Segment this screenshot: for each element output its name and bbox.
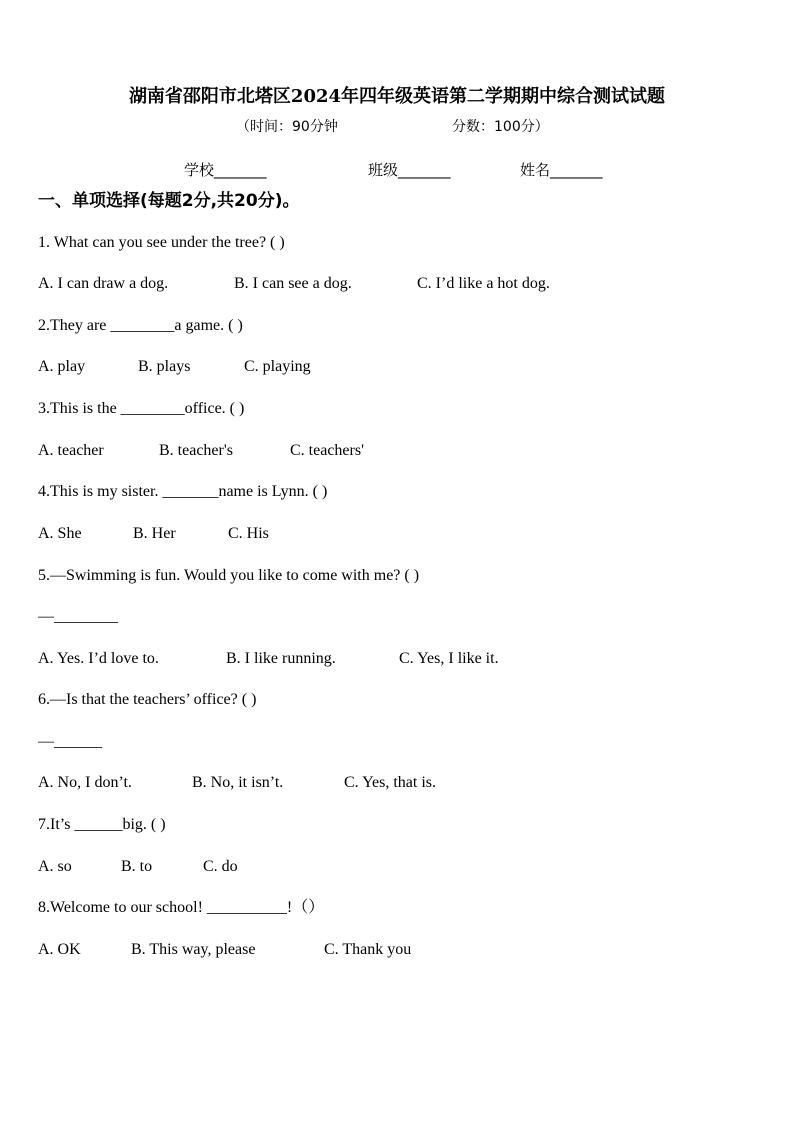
exam-score: 分数：100分） (452, 119, 549, 135)
option-b: B. plays (138, 358, 191, 375)
option-c: C. playing (244, 358, 311, 375)
option-c: C. Thank you (324, 941, 412, 958)
option-c: C. Yes, I like it. (399, 650, 499, 667)
option-c: C. Yes, that is. (344, 774, 437, 791)
option-c: C. do (203, 858, 238, 875)
option-a: A. so (38, 858, 72, 875)
question-6-stem: 6.—Is that the teachers’ office? ( ) (38, 691, 257, 708)
option-c: C. I’d like a hot dog. (417, 275, 550, 292)
question-5-answer-line: —________ (38, 608, 118, 625)
option-b: B. to (121, 858, 153, 875)
question-6-answer-line: —______ (38, 733, 102, 750)
option-b: B. This way, please (131, 941, 256, 958)
class-field: 班级_______ (368, 161, 451, 179)
school-field: 学校_______ (184, 161, 267, 179)
option-a: A. No, I don’t. (38, 774, 132, 791)
exam-meta (236, 118, 549, 136)
option-b: B. Her (133, 525, 176, 542)
option-c: C. His (228, 525, 269, 542)
option-a: A. I can draw a dog. (38, 275, 169, 292)
question-7-stem: 7.It’s ______big. ( ) (38, 816, 166, 833)
option-c: C. teachers' (290, 442, 364, 459)
question-3-stem: 3.This is the ________office. ( ) (38, 400, 245, 417)
option-b: B. No, it isn’t. (192, 774, 284, 791)
option-a: A. play (38, 358, 86, 375)
section-heading: 一、单项选择(每题2分,共20分)。 (38, 191, 300, 211)
option-a: A. Yes. I’d love to. (38, 650, 159, 667)
option-b: B. teacher's (159, 442, 233, 459)
option-b: B. I like running. (226, 650, 336, 667)
option-a: A. OK (38, 941, 81, 958)
name-field: 姓名_______ (520, 161, 603, 179)
exam-time: （时间：90分钟 (236, 119, 338, 135)
question-2-stem: 2.They are ________a game. ( ) (38, 317, 243, 334)
page-title: 湖南省邵阳市北塔区2024年四年级英语第二学期期中综合测试试题 (128, 86, 666, 107)
option-a: A. teacher (38, 442, 104, 459)
option-a: A. She (38, 525, 82, 542)
question-4-stem: 4.This is my sister. _______name is Lynn. ( ) (38, 483, 328, 500)
question-1-stem: 1. What can you see under the tree? ( ) (38, 234, 285, 251)
question-8-stem: 8.Welcome to our school! __________!（） (38, 899, 325, 916)
option-b: B. I can see a dog. (234, 275, 352, 292)
question-5-stem: 5.—Swimming is fun. Would you like to come with me? ( ) (38, 567, 420, 584)
